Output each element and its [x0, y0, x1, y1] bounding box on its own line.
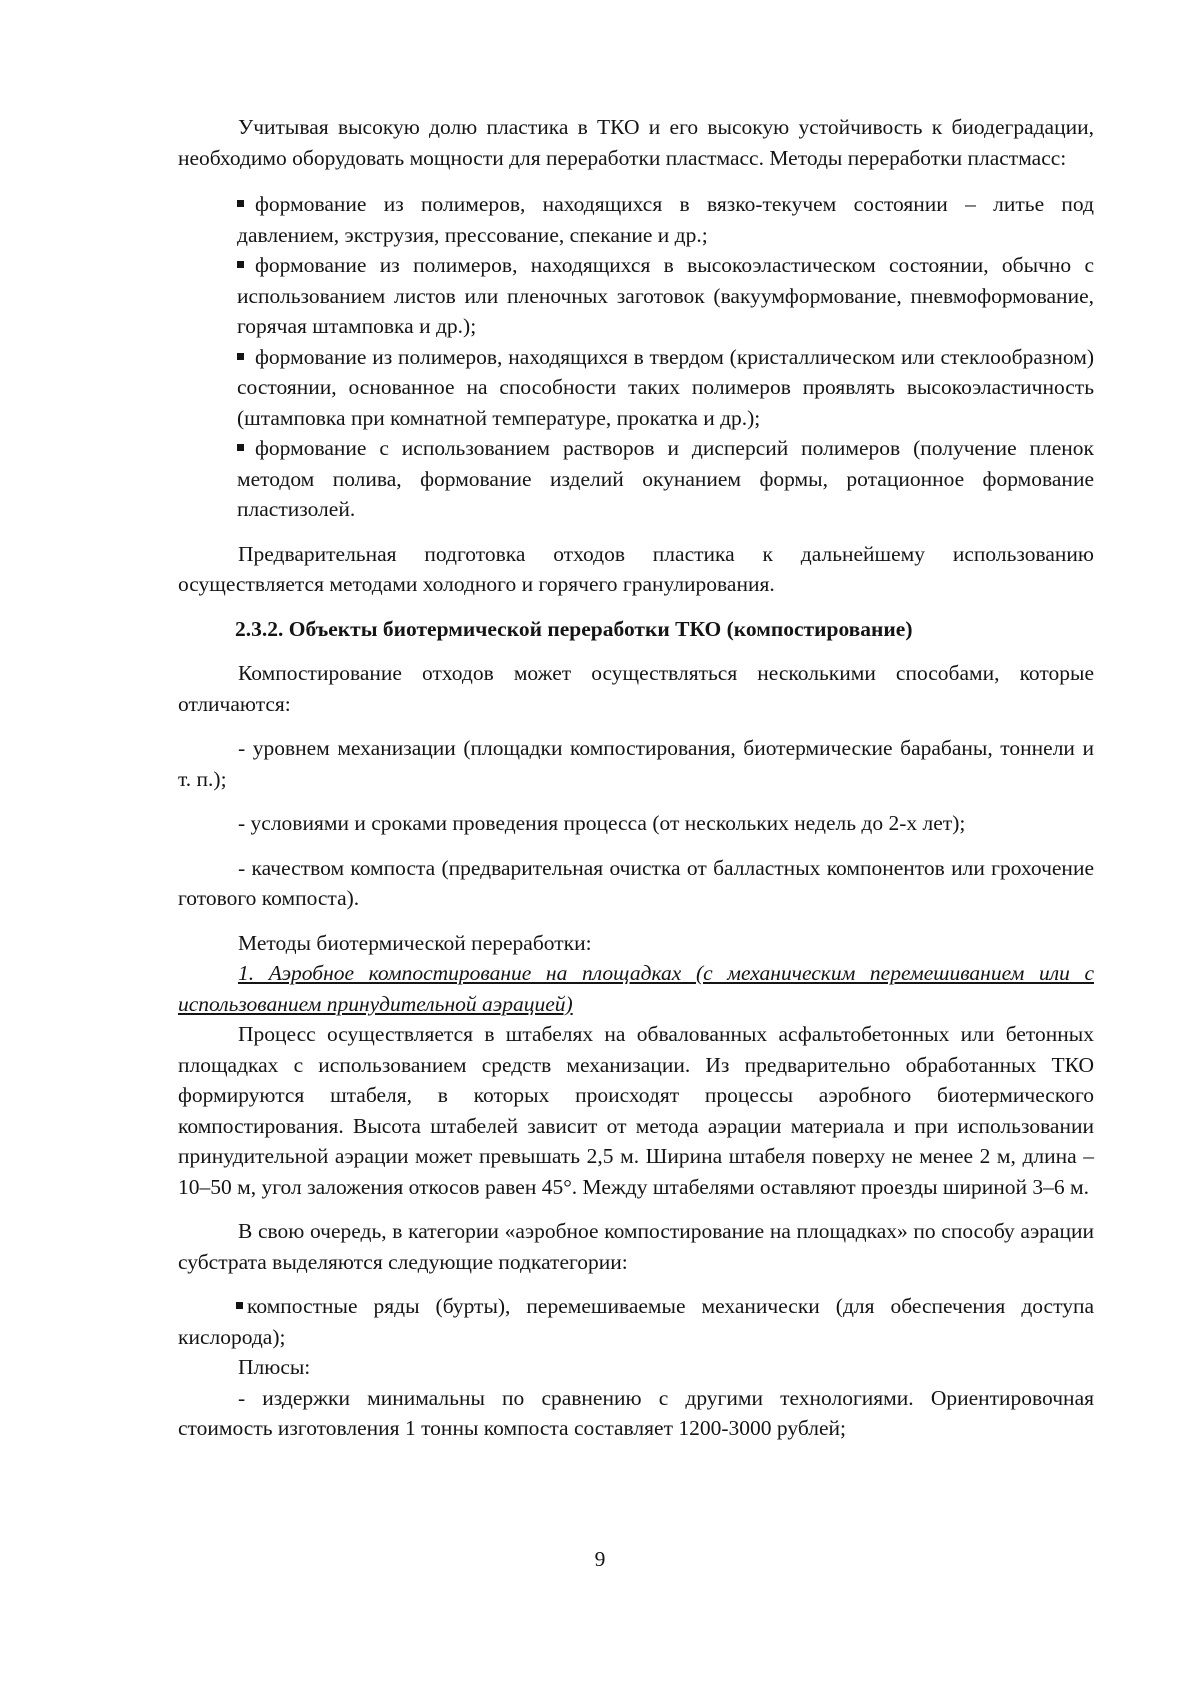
intro-paragraph: Учитывая высокую долю пластика в ТКО и его высокую устойчивость к биодеградации, необходимо оборудовать мощности для переработки пластмасс. Методы переработки пластмасс:	[178, 115, 1094, 170]
method-1-title: 1. Аэробное компостирование на площадках (с механическим перемешиванием или с использованием принудительной аэрацией)	[178, 961, 1094, 1016]
composting-intro-paragraph: Компостирование отходов может осуществляться несколькими способами, которые отличаются:	[178, 661, 1094, 716]
list-item-text: формование из полимеров, находящихся в высокоэластическом состоянии, обычно с использованием листов или пленочных заготовок (вакуумформование, пневмоформование, горячая штамповка и др.);	[237, 253, 1094, 338]
list-item	[237, 433, 1094, 525]
method-1-title-line	[178, 958, 1094, 1019]
dash-item: - качеством компоста (предварительная очистка от балластных компонентов или грохочение готового компоста).	[178, 855, 1094, 910]
bullet-square-icon	[236, 1302, 243, 1309]
pretreatment-paragraph: Предварительная подготовка отходов пластика к дальнейшему использованию осуществляется методами холодного и горячего гранулирования.	[178, 541, 1094, 596]
pros-item: - издержки минимальны по сравнению с другими технологиями. Ориентировочная стоимость изготовления 1 тонны компоста составляет 1200-3000 рублей;	[178, 1385, 1094, 1440]
process-paragraph: Процесс осуществляется в штабелях на обвалованных асфальтобетонных или бетонных площадках с использованием средств механизации. Из предварительно обработанных ТКО формируются штабеля, в которых происходят процессы аэробного биотермического компостирования. Высота штабелей зависит от метода аэрации материала и при использовании принудительной аэрации может превышать 2,5 м. Ширина штабеля поверху не менее 2 м, длина – 10–50 м, угол заложения откосов равен 45°. Между штабелями оставляют проезды шириной 3–6 м.	[178, 1022, 1094, 1199]
dash-item: - условиями и сроками проведения процесса (от нескольких недель до 2-х лет);	[238, 811, 966, 835]
bullet-square-icon	[237, 200, 244, 207]
list-item-text: формование из полимеров, находящихся в вязко-текучем состоянии – литье под давлением, экструзия, прессование, спекание и др.;	[237, 192, 1094, 247]
methods-label: Методы биотермической переработки:	[238, 930, 592, 955]
bullet-square-icon	[237, 444, 244, 451]
subcategory-text: компостные ряды (бурты), перемешиваемые механически (для обеспечения доступа кислорода);	[178, 1294, 1094, 1349]
subcategory-item	[178, 1291, 1094, 1352]
plastic-methods-list	[178, 189, 1094, 525]
subcategories-intro-paragraph: В свою очередь, в категории «аэробное компостирование на площадках» по способу аэрации субстрата выделяются следующие подкатегории:	[178, 1219, 1094, 1274]
pros-label: Плюсы:	[238, 1355, 311, 1379]
list-item	[237, 250, 1094, 342]
section-heading: 2.3.2. Объекты биотермической переработки ТКО (компостирование)	[235, 616, 913, 641]
dash-item: - уровнем механизации (площадки компостирования, биотермические барабаны, тоннели и т. п.);	[178, 736, 1094, 791]
list-item	[237, 189, 1094, 250]
bullet-square-icon	[237, 261, 244, 268]
page-body	[178, 112, 1094, 1444]
bullet-square-icon	[237, 353, 244, 360]
list-item-text: формование с использованием растворов и дисперсий полимеров (получение пленок методом полива, формование изделий окунанием формы, ротационное формование пластизолей.	[237, 436, 1094, 521]
list-item-text: формование из полимеров, находящихся в твердом (кристаллическом или стеклообразном) состоянии, основанное на способности таких полимеров проявлять высокоэластичность (штамповка при комнатной температуре, прокатка и др.);	[237, 344, 1094, 430]
list-item	[237, 342, 1094, 434]
page-number: 9	[594, 1547, 606, 1571]
